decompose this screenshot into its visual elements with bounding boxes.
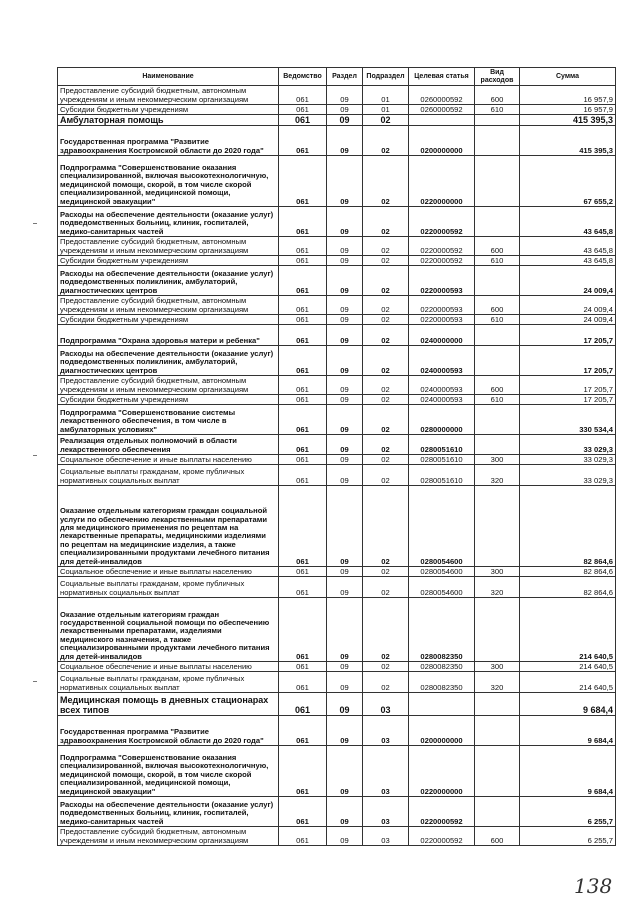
cell-name: Предоставление субсидий бюджетным, автономным учреждениям и иным некоммерческим организациям xyxy=(58,86,279,105)
cell-tselevaya-statya: 0220000592 xyxy=(409,827,475,846)
cell-tselevaya-statya: 0240000593 xyxy=(409,346,475,376)
cell-name: Предоставление субсидий бюджетным, автономным учреждениям и иным некоммерческим организациям xyxy=(58,376,279,395)
cell-name: Государственная программа "Развитие здравоохранения Костромской области до 2020 года" xyxy=(58,126,279,156)
cell-vedomstvo: 061 xyxy=(279,115,327,126)
cell-name: Подпрограмма "Совершенствование оказания специализированной, включая высокотехнологичную, медицинской помощи, скорой, в том числе скорой специализированной, медицинской помощи, медицинской эвакуации" xyxy=(58,746,279,797)
cell-podrazdel: 01 xyxy=(363,105,409,115)
cell-razdel: 09 xyxy=(327,716,363,746)
cell-vedomstvo: 061 xyxy=(279,237,327,256)
cell-tselevaya-statya: 0220000000 xyxy=(409,156,475,207)
cell-name: Социальные выплаты гражданам, кроме публичных нормативных социальных выплат xyxy=(58,672,279,693)
cell-tselevaya-statya: 0200000000 xyxy=(409,126,475,156)
cell-name: Субсидии бюджетным учреждениям xyxy=(58,315,279,325)
cell-vid-raskhodov: 320 xyxy=(475,577,520,598)
cell-summa: 24 009,4 xyxy=(520,266,616,296)
cell-tselevaya-statya: 0220000592 xyxy=(409,797,475,827)
cell-razdel: 09 xyxy=(327,105,363,115)
cell-razdel: 09 xyxy=(327,376,363,395)
cell-summa: 43 645,8 xyxy=(520,256,616,266)
cell-tselevaya-statya: 0220000592 xyxy=(409,237,475,256)
table-row xyxy=(58,598,616,662)
cell-vedomstvo: 061 xyxy=(279,126,327,156)
cell-razdel: 09 xyxy=(327,315,363,325)
cell-razdel: 09 xyxy=(327,115,363,126)
cell-vedomstvo: 061 xyxy=(279,486,327,567)
cell-name: Государственная программа "Развитие здравоохранения Костромской области до 2020 года" xyxy=(58,716,279,746)
cell-podrazdel: 02 xyxy=(363,662,409,672)
cell-vid-raskhodov xyxy=(475,126,520,156)
cell-vedomstvo: 061 xyxy=(279,797,327,827)
cell-summa: 33 029,3 xyxy=(520,435,616,455)
table-row xyxy=(58,746,616,797)
cell-razdel: 09 xyxy=(327,693,363,716)
margin-mark xyxy=(33,681,37,682)
cell-vedomstvo: 061 xyxy=(279,455,327,465)
cell-vid-raskhodov xyxy=(475,325,520,346)
cell-summa: 9 684,4 xyxy=(520,693,616,716)
cell-tselevaya-statya: 0260000592 xyxy=(409,105,475,115)
cell-razdel: 09 xyxy=(327,395,363,405)
cell-vedomstvo: 061 xyxy=(279,716,327,746)
cell-tselevaya-statya xyxy=(409,693,475,716)
cell-summa: 17 205,7 xyxy=(520,346,616,376)
cell-podrazdel: 01 xyxy=(363,86,409,105)
cell-summa: 67 655,2 xyxy=(520,156,616,207)
cell-summa: 24 009,4 xyxy=(520,296,616,315)
cell-vid-raskhodov xyxy=(475,598,520,662)
budget-table xyxy=(57,67,616,846)
header-name: Наименование xyxy=(58,68,279,86)
cell-tselevaya-statya: 0280082350 xyxy=(409,672,475,693)
table-row xyxy=(58,86,616,105)
cell-razdel: 09 xyxy=(327,237,363,256)
cell-tselevaya-statya: 0200000000 xyxy=(409,716,475,746)
cell-razdel: 09 xyxy=(327,346,363,376)
table-row xyxy=(58,797,616,827)
cell-podrazdel: 03 xyxy=(363,827,409,846)
cell-summa: 17 205,7 xyxy=(520,376,616,395)
table-row xyxy=(58,486,616,567)
cell-summa: 24 009,4 xyxy=(520,315,616,325)
cell-summa: 82 864,6 xyxy=(520,486,616,567)
cell-vid-raskhodov: 300 xyxy=(475,662,520,672)
cell-name: Расходы на обеспечение деятельности (оказание услуг) подведомственных больниц, клиник, госпиталей, медико-санитарных частей xyxy=(58,207,279,237)
table-row xyxy=(58,435,616,455)
cell-vid-raskhodov xyxy=(475,486,520,567)
table-row xyxy=(58,237,616,256)
table-row xyxy=(58,395,616,405)
table-row xyxy=(58,693,616,716)
cell-summa: 415 395,3 xyxy=(520,115,616,126)
cell-razdel: 09 xyxy=(327,325,363,346)
cell-razdel: 09 xyxy=(327,797,363,827)
cell-name: Субсидии бюджетным учреждениям xyxy=(58,256,279,266)
table-row xyxy=(58,115,616,126)
cell-vid-raskhodov: 600 xyxy=(475,237,520,256)
cell-razdel: 09 xyxy=(327,577,363,598)
table-row xyxy=(58,672,616,693)
cell-vid-raskhodov xyxy=(475,156,520,207)
cell-vedomstvo: 061 xyxy=(279,266,327,296)
cell-vid-raskhodov: 300 xyxy=(475,455,520,465)
header-razdel: Раздел xyxy=(327,68,363,86)
cell-razdel: 09 xyxy=(327,207,363,237)
cell-vedomstvo: 061 xyxy=(279,567,327,577)
cell-summa: 17 205,7 xyxy=(520,325,616,346)
cell-summa: 214 640,5 xyxy=(520,672,616,693)
cell-podrazdel: 02 xyxy=(363,395,409,405)
table-header-row xyxy=(58,68,616,86)
cell-podrazdel: 02 xyxy=(363,156,409,207)
cell-tselevaya-statya: 0280051610 xyxy=(409,465,475,486)
header-vedomstvo: Ведомство xyxy=(279,68,327,86)
cell-vedomstvo: 061 xyxy=(279,86,327,105)
cell-vid-raskhodov: 600 xyxy=(475,296,520,315)
cell-name: Расходы на обеспечение деятельности (оказание услуг) подведомственных поликлиник, амбулаторий, диагностических центров xyxy=(58,346,279,376)
cell-vid-raskhodov xyxy=(475,797,520,827)
cell-name: Оказание отдельным категориям граждан социальной услуги по обеспечению лекарственными препаратами для медицинского применения по рецептам на лекарственные препараты, медицинскими изделиями по рецептам на медицинские изделия, а также специализированными продуктами лечебного питания для детей-инвалидов xyxy=(58,486,279,567)
cell-summa: 33 029,3 xyxy=(520,465,616,486)
header-vid-raskhodov: Вид расходов xyxy=(475,68,520,86)
cell-vid-raskhodov xyxy=(475,266,520,296)
cell-summa: 415 395,3 xyxy=(520,126,616,156)
cell-name: Оказание отдельным категориям граждан государственной социальной помощи по обеспечению лекарственными препаратами, изделиями медицинского назначения, а также специализированными продуктами лечебного питания для детей-инвалидов xyxy=(58,598,279,662)
cell-podrazdel: 02 xyxy=(363,465,409,486)
header-podrazdel: Подраздел xyxy=(363,68,409,86)
cell-razdel: 09 xyxy=(327,672,363,693)
cell-vid-raskhodov: 600 xyxy=(475,376,520,395)
cell-tselevaya-statya: 0240000593 xyxy=(409,395,475,405)
cell-vid-raskhodov: 610 xyxy=(475,256,520,266)
table-row xyxy=(58,156,616,207)
cell-podrazdel: 02 xyxy=(363,405,409,435)
cell-vedomstvo: 061 xyxy=(279,435,327,455)
cell-tselevaya-statya: 0280054600 xyxy=(409,577,475,598)
table-row xyxy=(58,296,616,315)
cell-razdel: 09 xyxy=(327,126,363,156)
table-row xyxy=(58,266,616,296)
cell-name: Субсидии бюджетным учреждениям xyxy=(58,395,279,405)
cell-name: Расходы на обеспечение деятельности (оказание услуг) подведомственных больниц, клиник, госпиталей, медико-санитарных частей xyxy=(58,797,279,827)
table-row xyxy=(58,662,616,672)
table-row xyxy=(58,465,616,486)
cell-vid-raskhodov xyxy=(475,716,520,746)
cell-vedomstvo: 061 xyxy=(279,662,327,672)
cell-podrazdel: 02 xyxy=(363,266,409,296)
cell-name: Предоставление субсидий бюджетным, автономным учреждениям и иным некоммерческим организациям xyxy=(58,827,279,846)
cell-razdel: 09 xyxy=(327,455,363,465)
cell-razdel: 09 xyxy=(327,827,363,846)
cell-tselevaya-statya: 0280082350 xyxy=(409,598,475,662)
cell-vid-raskhodov: 300 xyxy=(475,567,520,577)
cell-summa: 33 029,3 xyxy=(520,455,616,465)
cell-vid-raskhodov xyxy=(475,207,520,237)
cell-summa: 16 957,9 xyxy=(520,105,616,115)
cell-podrazdel: 02 xyxy=(363,486,409,567)
cell-summa: 82 864,6 xyxy=(520,577,616,598)
cell-vid-raskhodov: 320 xyxy=(475,672,520,693)
cell-vedomstvo: 061 xyxy=(279,156,327,207)
cell-name: Предоставление субсидий бюджетным, автономным учреждениям и иным некоммерческим организациям xyxy=(58,296,279,315)
cell-vedomstvo: 061 xyxy=(279,395,327,405)
table-row xyxy=(58,567,616,577)
cell-tselevaya-statya: 0220000000 xyxy=(409,746,475,797)
table-row xyxy=(58,105,616,115)
cell-razdel: 09 xyxy=(327,598,363,662)
cell-vid-raskhodov: 610 xyxy=(475,315,520,325)
cell-name: Подпрограмма "Охрана здоровья матери и ребенка" xyxy=(58,325,279,346)
cell-vedomstvo: 061 xyxy=(279,746,327,797)
cell-razdel: 09 xyxy=(327,486,363,567)
cell-summa: 214 640,5 xyxy=(520,598,616,662)
cell-podrazdel: 02 xyxy=(363,455,409,465)
table-row xyxy=(58,126,616,156)
cell-podrazdel: 02 xyxy=(363,376,409,395)
cell-podrazdel: 03 xyxy=(363,693,409,716)
margin-mark xyxy=(33,455,37,456)
cell-tselevaya-statya: 0220000593 xyxy=(409,315,475,325)
cell-name: Подпрограмма "Совершенствование системы лекарственного обеспечения, в том числе в амбулаторных условиях" xyxy=(58,405,279,435)
header-tselevaya-statya: Целевая статья xyxy=(409,68,475,86)
cell-name: Амбулаторная помощь xyxy=(58,115,279,126)
cell-vid-raskhodov xyxy=(475,746,520,797)
cell-podrazdel: 03 xyxy=(363,797,409,827)
cell-vid-raskhodov: 320 xyxy=(475,465,520,486)
cell-podrazdel: 03 xyxy=(363,716,409,746)
cell-podrazdel: 02 xyxy=(363,256,409,266)
cell-vedomstvo: 061 xyxy=(279,346,327,376)
cell-razdel: 09 xyxy=(327,266,363,296)
cell-vid-raskhodov xyxy=(475,405,520,435)
page-number: 138 xyxy=(574,874,613,898)
cell-name: Социальные выплаты гражданам, кроме публичных нормативных социальных выплат xyxy=(58,465,279,486)
cell-vedomstvo: 061 xyxy=(279,405,327,435)
cell-vid-raskhodov: 610 xyxy=(475,105,520,115)
cell-vedomstvo: 061 xyxy=(279,207,327,237)
cell-tselevaya-statya: 0220000592 xyxy=(409,256,475,266)
cell-razdel: 09 xyxy=(327,256,363,266)
cell-tselevaya-statya: 0280054600 xyxy=(409,486,475,567)
table-row xyxy=(58,325,616,346)
cell-vedomstvo: 061 xyxy=(279,577,327,598)
cell-podrazdel: 03 xyxy=(363,746,409,797)
cell-podrazdel: 02 xyxy=(363,296,409,315)
cell-podrazdel: 02 xyxy=(363,237,409,256)
cell-summa: 43 645,8 xyxy=(520,237,616,256)
margin-mark xyxy=(33,223,37,224)
cell-summa: 330 534,4 xyxy=(520,405,616,435)
cell-podrazdel: 02 xyxy=(363,567,409,577)
cell-name: Социальное обеспечение и иные выплаты населению xyxy=(58,455,279,465)
cell-tselevaya-statya: 0220000592 xyxy=(409,207,475,237)
cell-vedomstvo: 061 xyxy=(279,325,327,346)
cell-name: Расходы на обеспечение деятельности (оказание услуг) подведомственных поликлиник, амбулаторий, диагностических центров xyxy=(58,266,279,296)
cell-vedomstvo: 061 xyxy=(279,598,327,662)
cell-podrazdel: 02 xyxy=(363,577,409,598)
cell-vid-raskhodov: 600 xyxy=(475,86,520,105)
cell-podrazdel: 02 xyxy=(363,207,409,237)
cell-summa: 17 205,7 xyxy=(520,395,616,405)
cell-name: Социальное обеспечение и иные выплаты населению xyxy=(58,567,279,577)
cell-name: Предоставление субсидий бюджетным, автономным учреждениям и иным некоммерческим организациям xyxy=(58,237,279,256)
cell-podrazdel: 02 xyxy=(363,325,409,346)
cell-razdel: 09 xyxy=(327,405,363,435)
cell-razdel: 09 xyxy=(327,435,363,455)
cell-vedomstvo: 061 xyxy=(279,296,327,315)
table-row xyxy=(58,716,616,746)
cell-podrazdel: 02 xyxy=(363,672,409,693)
table-row xyxy=(58,256,616,266)
cell-podrazdel: 02 xyxy=(363,435,409,455)
cell-razdel: 09 xyxy=(327,567,363,577)
cell-vedomstvo: 061 xyxy=(279,465,327,486)
cell-tselevaya-statya: 0220000593 xyxy=(409,296,475,315)
cell-summa: 9 684,4 xyxy=(520,716,616,746)
cell-tselevaya-statya xyxy=(409,115,475,126)
cell-razdel: 09 xyxy=(327,156,363,207)
cell-razdel: 09 xyxy=(327,662,363,672)
cell-razdel: 09 xyxy=(327,746,363,797)
cell-podrazdel: 02 xyxy=(363,315,409,325)
cell-tselevaya-statya: 0280051610 xyxy=(409,435,475,455)
cell-vedomstvo: 061 xyxy=(279,315,327,325)
cell-vid-raskhodov xyxy=(475,115,520,126)
cell-vedomstvo: 061 xyxy=(279,256,327,266)
cell-name: Социальные выплаты гражданам, кроме публичных нормативных социальных выплат xyxy=(58,577,279,598)
cell-razdel: 09 xyxy=(327,296,363,315)
table-body xyxy=(58,86,616,846)
cell-podrazdel: 02 xyxy=(363,598,409,662)
cell-name: Подпрограмма "Совершенствование оказания специализированной, включая высокотехнологичную, медицинской помощи, скорой, в том числе скорой специализированной, медицинской помощи, медицинской эвакуации" xyxy=(58,156,279,207)
cell-vedomstvo: 061 xyxy=(279,693,327,716)
cell-vid-raskhodov xyxy=(475,693,520,716)
cell-tselevaya-statya: 0240000593 xyxy=(409,376,475,395)
cell-summa: 9 684,4 xyxy=(520,746,616,797)
cell-tselevaya-statya: 0260000592 xyxy=(409,86,475,105)
cell-summa: 6 255,7 xyxy=(520,797,616,827)
cell-tselevaya-statya: 0220000593 xyxy=(409,266,475,296)
header-summa: Сумма xyxy=(520,68,616,86)
cell-summa: 16 957,9 xyxy=(520,86,616,105)
cell-summa: 214 640,5 xyxy=(520,662,616,672)
table-row xyxy=(58,827,616,846)
cell-tselevaya-statya: 0280054600 xyxy=(409,567,475,577)
table-row xyxy=(58,376,616,395)
cell-vedomstvo: 061 xyxy=(279,672,327,693)
cell-podrazdel: 02 xyxy=(363,126,409,156)
cell-summa: 43 645,8 xyxy=(520,207,616,237)
cell-summa: 82 864,6 xyxy=(520,567,616,577)
cell-podrazdel: 02 xyxy=(363,346,409,376)
cell-vid-raskhodov: 600 xyxy=(475,827,520,846)
cell-name: Социальное обеспечение и иные выплаты населению xyxy=(58,662,279,672)
cell-vedomstvo: 061 xyxy=(279,827,327,846)
cell-vid-raskhodov xyxy=(475,435,520,455)
cell-name: Реализация отдельных полномочий в области лекарственного обеспечения xyxy=(58,435,279,455)
cell-tselevaya-statya: 0280082350 xyxy=(409,662,475,672)
cell-name: Медицинская помощь в дневных стационарах всех типов xyxy=(58,693,279,716)
cell-razdel: 09 xyxy=(327,465,363,486)
cell-tselevaya-statya: 0280000000 xyxy=(409,405,475,435)
cell-vedomstvo: 061 xyxy=(279,376,327,395)
table-row xyxy=(58,207,616,237)
cell-vedomstvo: 061 xyxy=(279,105,327,115)
cell-vid-raskhodov xyxy=(475,346,520,376)
cell-name: Субсидии бюджетным учреждениям xyxy=(58,105,279,115)
cell-podrazdel: 02 xyxy=(363,115,409,126)
cell-vid-raskhodov: 610 xyxy=(475,395,520,405)
table-row xyxy=(58,405,616,435)
cell-tselevaya-statya: 0240000000 xyxy=(409,325,475,346)
table-row xyxy=(58,577,616,598)
table-row xyxy=(58,315,616,325)
cell-tselevaya-statya: 0280051610 xyxy=(409,455,475,465)
cell-razdel: 09 xyxy=(327,86,363,105)
cell-summa: 6 255,7 xyxy=(520,827,616,846)
table-row xyxy=(58,455,616,465)
table-row xyxy=(58,346,616,376)
